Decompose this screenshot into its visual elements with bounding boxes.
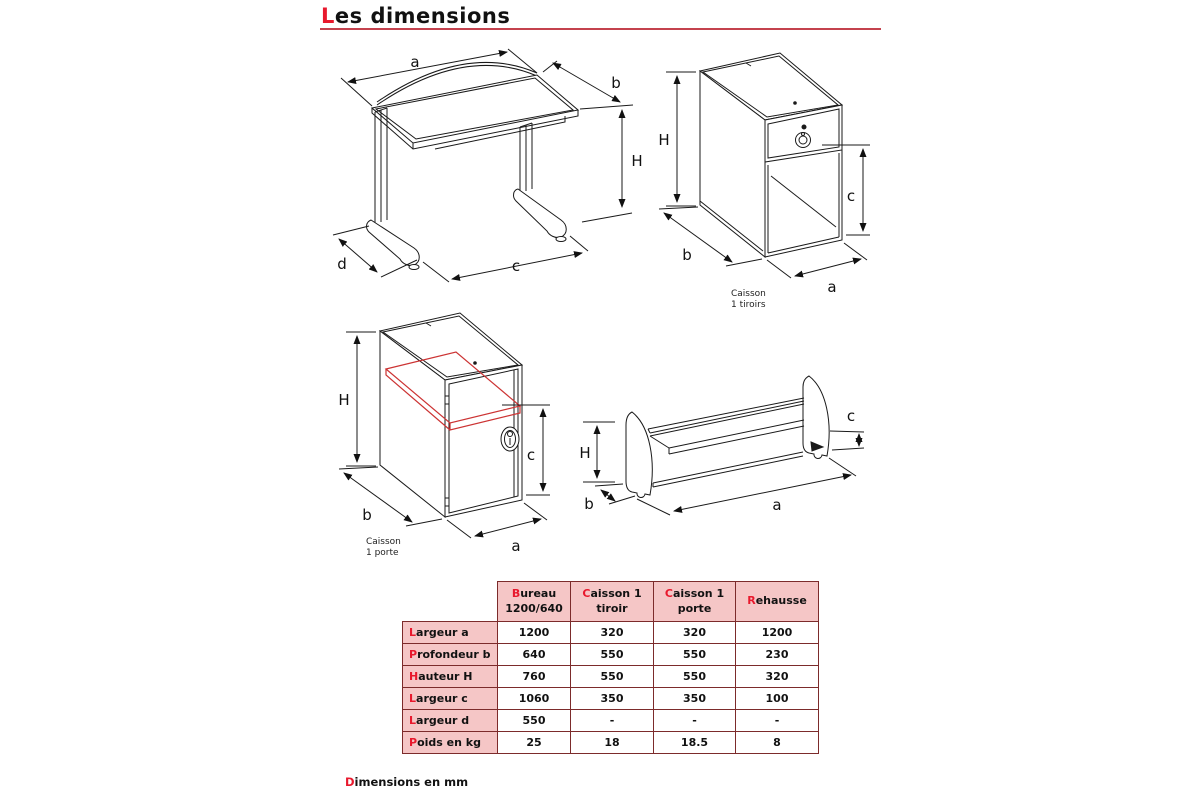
col-header-caisson-tiroir: Caisson 1 tiroir bbox=[571, 582, 654, 622]
dim-label-b: b bbox=[682, 246, 692, 264]
caisson-porte-caption: Caisson 1 porte bbox=[366, 537, 401, 559]
cell-value: 550 bbox=[654, 666, 736, 688]
dim-label-H: H bbox=[579, 444, 591, 462]
cell-value: 1200 bbox=[498, 622, 571, 644]
dim-label-H: H bbox=[658, 131, 670, 149]
table-header-row bbox=[403, 582, 819, 622]
cell-value: - bbox=[736, 710, 819, 732]
dim-label-b: b bbox=[362, 506, 372, 524]
row-label-profondeur-b: Profondeur b bbox=[403, 644, 498, 666]
caisson-tiroir-caption: Caisson 1 tiroirs bbox=[731, 289, 766, 311]
cell-value: 1200 bbox=[736, 622, 819, 644]
cell-value: 640 bbox=[498, 644, 571, 666]
cell-value: 350 bbox=[654, 688, 736, 710]
table-row bbox=[403, 644, 819, 666]
cell-value: 320 bbox=[654, 622, 736, 644]
caisson-tiroir-outline bbox=[700, 53, 842, 257]
row-label-largeur-d: Largeur d bbox=[403, 710, 498, 732]
rehausse-outline bbox=[626, 376, 829, 498]
table-row bbox=[403, 622, 819, 644]
cell-value: 100 bbox=[736, 688, 819, 710]
title-underline bbox=[320, 28, 881, 30]
cell-value: 320 bbox=[571, 622, 654, 644]
dim-label-a: a bbox=[827, 278, 837, 296]
cell-value: 25 bbox=[498, 732, 571, 754]
rehausse-drawing bbox=[575, 368, 895, 526]
dim-label-a: a bbox=[772, 496, 782, 514]
caisson-porte-outline bbox=[380, 313, 522, 517]
dim-label-b: b bbox=[611, 74, 621, 92]
cell-value: 8 bbox=[736, 732, 819, 754]
dim-label-d: d bbox=[337, 255, 347, 273]
table-corner-cell bbox=[403, 582, 498, 622]
cell-value: 320 bbox=[736, 666, 819, 688]
cell-value: - bbox=[654, 710, 736, 732]
table-row bbox=[403, 688, 819, 710]
dim-label-c: c bbox=[511, 257, 521, 275]
dim-label-b: b bbox=[584, 495, 594, 513]
table-row bbox=[403, 666, 819, 688]
units-note: Dimensions en mm bbox=[345, 775, 469, 789]
page-title bbox=[321, 4, 510, 28]
cell-value: 350 bbox=[571, 688, 654, 710]
row-label-hauteur-h: Hauteur H bbox=[403, 666, 498, 688]
row-label-poids: Poids en kg bbox=[403, 732, 498, 754]
dimensions-table bbox=[402, 581, 819, 754]
dim-label-H: H bbox=[631, 152, 643, 170]
desk-drawing bbox=[315, 48, 665, 293]
dim-label-c: c bbox=[846, 407, 856, 425]
table-row bbox=[403, 732, 819, 754]
dim-label-a: a bbox=[410, 53, 420, 71]
title-first-letter: L bbox=[321, 4, 335, 28]
cell-value: 1060 bbox=[498, 688, 571, 710]
title-rest: es dimensions bbox=[334, 4, 511, 28]
cell-value: 18 bbox=[571, 732, 654, 754]
cell-value: 550 bbox=[498, 710, 571, 732]
row-label-largeur-c: Largeur c bbox=[403, 688, 498, 710]
cell-value: 550 bbox=[571, 644, 654, 666]
col-header-rehausse: Rehausse bbox=[736, 582, 819, 622]
dim-label-c: c bbox=[526, 446, 536, 464]
caisson-tiroir-drawing bbox=[650, 48, 900, 320]
cell-value: - bbox=[571, 710, 654, 732]
cell-value: 18.5 bbox=[654, 732, 736, 754]
cell-value: 230 bbox=[736, 644, 819, 666]
caisson-porte-drawing bbox=[330, 312, 580, 574]
dim-label-c: c bbox=[846, 187, 856, 205]
col-header-caisson-porte: Caisson 1 porte bbox=[654, 582, 736, 622]
dim-label-H: H bbox=[338, 391, 350, 409]
cell-value: 760 bbox=[498, 666, 571, 688]
row-label-largeur-a: Largeur a bbox=[403, 622, 498, 644]
desk-dimensions bbox=[333, 49, 643, 282]
cell-value: 550 bbox=[654, 644, 736, 666]
dim-label-a: a bbox=[511, 537, 521, 555]
table-row bbox=[403, 710, 819, 732]
cell-value: 550 bbox=[571, 666, 654, 688]
desk-outline bbox=[367, 62, 578, 269]
col-header-bureau: Bureau 1200/640 bbox=[498, 582, 571, 622]
